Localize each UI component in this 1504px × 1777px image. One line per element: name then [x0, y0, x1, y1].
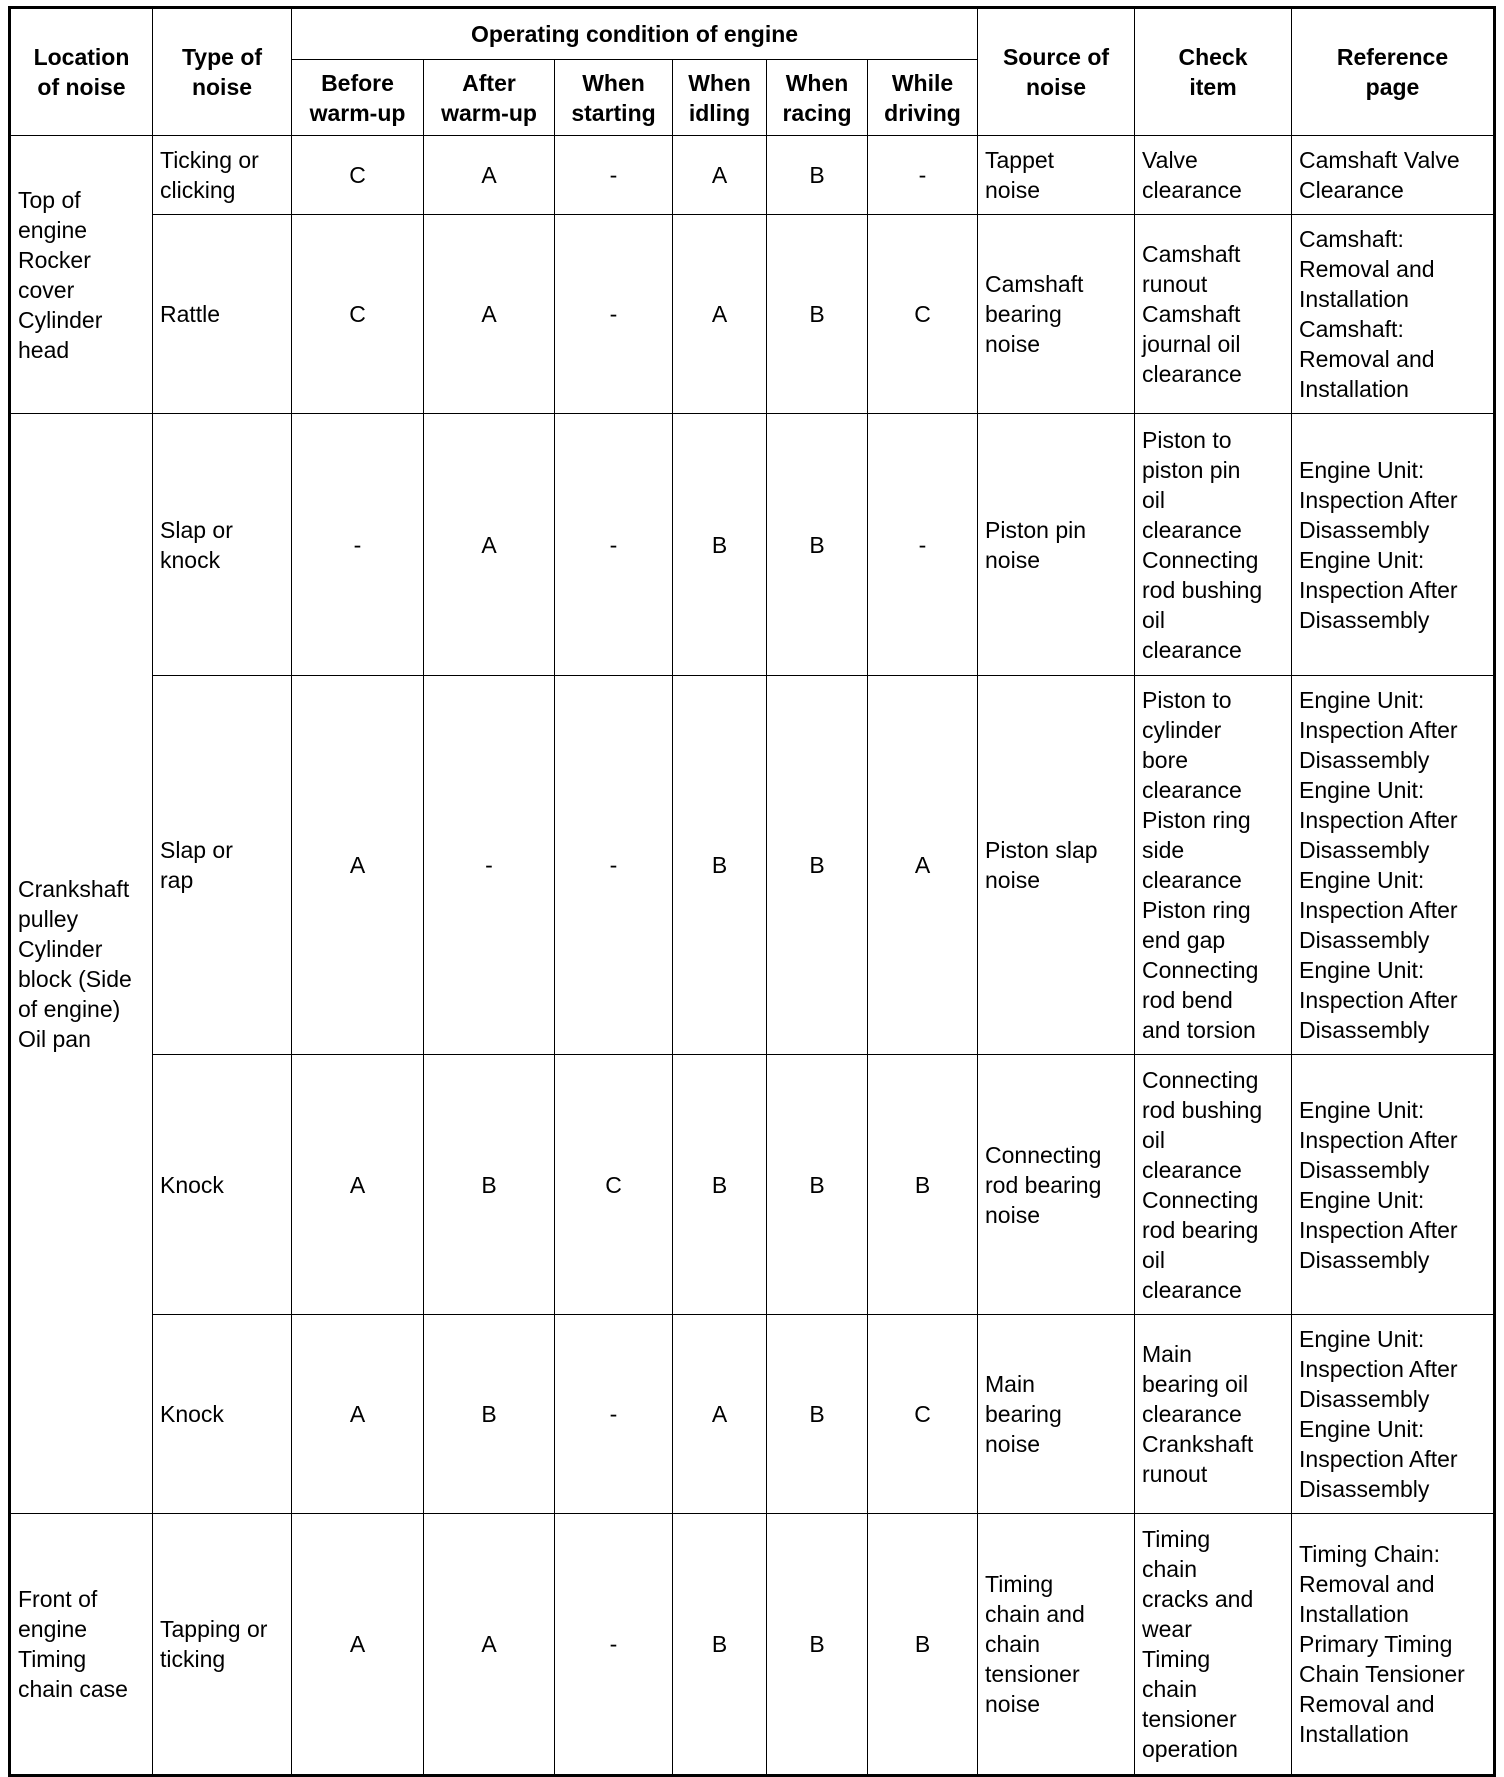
code-cell: B: [424, 1315, 555, 1514]
code-cell: -: [868, 136, 978, 215]
code-cell: B: [673, 1514, 767, 1776]
reference-cell: Engine Unit: Inspection After Disassembly Engine Unit: Inspection After Disassembly Engine Unit: Inspection After Disassembly Engine Unit: Inspection After Disassembly: [1292, 676, 1495, 1055]
source-cell: Timing chain and chain tensioner noise: [978, 1514, 1135, 1776]
table-row: [10, 1514, 1495, 1776]
location-cell: Crankshaft pulley Cylinder block (Side of engine) Oil pan: [10, 414, 153, 1514]
reference-cell: Engine Unit: Inspection After Disassembly Engine Unit: Inspection After Disassembly: [1292, 1055, 1495, 1315]
header-when-racing: When racing: [767, 60, 868, 136]
header-after-warm-up: After warm-up: [424, 60, 555, 136]
code-cell: B: [767, 1514, 868, 1776]
code-cell: -: [424, 676, 555, 1055]
code-cell: A: [424, 414, 555, 676]
code-cell: B: [767, 136, 868, 215]
code-cell: B: [868, 1055, 978, 1315]
code-cell: C: [292, 215, 424, 414]
type-cell: Tapping or ticking: [153, 1514, 292, 1776]
code-cell: A: [673, 215, 767, 414]
source-cell: Camshaft bearing noise: [978, 215, 1135, 414]
noise-diagnosis-table: [8, 6, 1496, 1777]
check-cell: Valve clearance: [1135, 136, 1292, 215]
table-row: [10, 1055, 1495, 1315]
header-before-warm-up: Before warm-up: [292, 60, 424, 136]
header-check-item: Check item: [1135, 8, 1292, 136]
type-cell: Slap or knock: [153, 414, 292, 676]
type-cell: Knock: [153, 1315, 292, 1514]
code-cell: B: [424, 1055, 555, 1315]
reference-cell: Engine Unit: Inspection After Disassembly Engine Unit: Inspection After Disassembly: [1292, 414, 1495, 676]
code-cell: A: [424, 136, 555, 215]
code-cell: A: [424, 1514, 555, 1776]
table-row: [10, 215, 1495, 414]
header-while-driving: While driving: [868, 60, 978, 136]
check-cell: Piston to piston pin oil clearance Connecting rod bushing oil clearance: [1135, 414, 1292, 676]
check-cell: Piston to cylinder bore clearance Piston ring side clearance Piston ring end gap Connecting rod bend and torsion: [1135, 676, 1292, 1055]
code-cell: -: [555, 136, 673, 215]
header-when-idling: When idling: [673, 60, 767, 136]
code-cell: C: [555, 1055, 673, 1315]
type-cell: Knock: [153, 1055, 292, 1315]
table-row: [10, 676, 1495, 1055]
code-cell: -: [555, 414, 673, 676]
code-cell: B: [868, 1514, 978, 1776]
header-operating-condition: Operating condition of engine: [292, 8, 978, 60]
code-cell: C: [868, 215, 978, 414]
code-cell: -: [555, 215, 673, 414]
check-cell: Timing chain cracks and wear Timing chain tensioner operation: [1135, 1514, 1292, 1776]
code-cell: A: [868, 676, 978, 1055]
header-type: Type of noise: [153, 8, 292, 136]
code-cell: B: [767, 215, 868, 414]
code-cell: B: [767, 1315, 868, 1514]
table-row: [10, 414, 1495, 676]
source-cell: Connecting rod bearing noise: [978, 1055, 1135, 1315]
code-cell: A: [292, 676, 424, 1055]
code-cell: B: [767, 414, 868, 676]
code-cell: -: [555, 1514, 673, 1776]
source-cell: Main bearing noise: [978, 1315, 1135, 1514]
code-cell: B: [673, 676, 767, 1055]
code-cell: A: [292, 1055, 424, 1315]
code-cell: B: [673, 414, 767, 676]
reference-cell: Camshaft Valve Clearance: [1292, 136, 1495, 215]
code-cell: -: [868, 414, 978, 676]
check-cell: Camshaft runout Camshaft journal oil clearance: [1135, 215, 1292, 414]
source-cell: Tappet noise: [978, 136, 1135, 215]
code-cell: A: [292, 1514, 424, 1776]
reference-cell: Timing Chain: Removal and Installation Primary Timing Chain Tensioner Removal and Installation: [1292, 1514, 1495, 1776]
location-cell: Top of engine Rocker cover Cylinder head: [10, 136, 153, 414]
code-cell: B: [767, 676, 868, 1055]
code-cell: -: [555, 676, 673, 1055]
code-cell: B: [673, 1055, 767, 1315]
code-cell: A: [424, 215, 555, 414]
header-reference: Reference page: [1292, 8, 1495, 136]
code-cell: A: [292, 1315, 424, 1514]
code-cell: A: [673, 136, 767, 215]
reference-cell: Camshaft: Removal and Installation Camshaft: Removal and Installation: [1292, 215, 1495, 414]
type-cell: Ticking or clicking: [153, 136, 292, 215]
location-cell: Front of engine Timing chain case: [10, 1514, 153, 1776]
code-cell: -: [292, 414, 424, 676]
code-cell: C: [292, 136, 424, 215]
header-source: Source of noise: [978, 8, 1135, 136]
header-location: Location of noise: [10, 8, 153, 136]
code-cell: C: [868, 1315, 978, 1514]
reference-cell: Engine Unit: Inspection After Disassembly Engine Unit: Inspection After Disassembly: [1292, 1315, 1495, 1514]
type-cell: Slap or rap: [153, 676, 292, 1055]
code-cell: A: [673, 1315, 767, 1514]
table-row: [10, 1315, 1495, 1514]
source-cell: Piston slap noise: [978, 676, 1135, 1055]
type-cell: Rattle: [153, 215, 292, 414]
check-cell: Connecting rod bushing oil clearance Connecting rod bearing oil clearance: [1135, 1055, 1292, 1315]
header-when-starting: When starting: [555, 60, 673, 136]
check-cell: Main bearing oil clearance Crankshaft runout: [1135, 1315, 1292, 1514]
code-cell: B: [767, 1055, 868, 1315]
code-cell: -: [555, 1315, 673, 1514]
source-cell: Piston pin noise: [978, 414, 1135, 676]
table-row: [10, 136, 1495, 215]
